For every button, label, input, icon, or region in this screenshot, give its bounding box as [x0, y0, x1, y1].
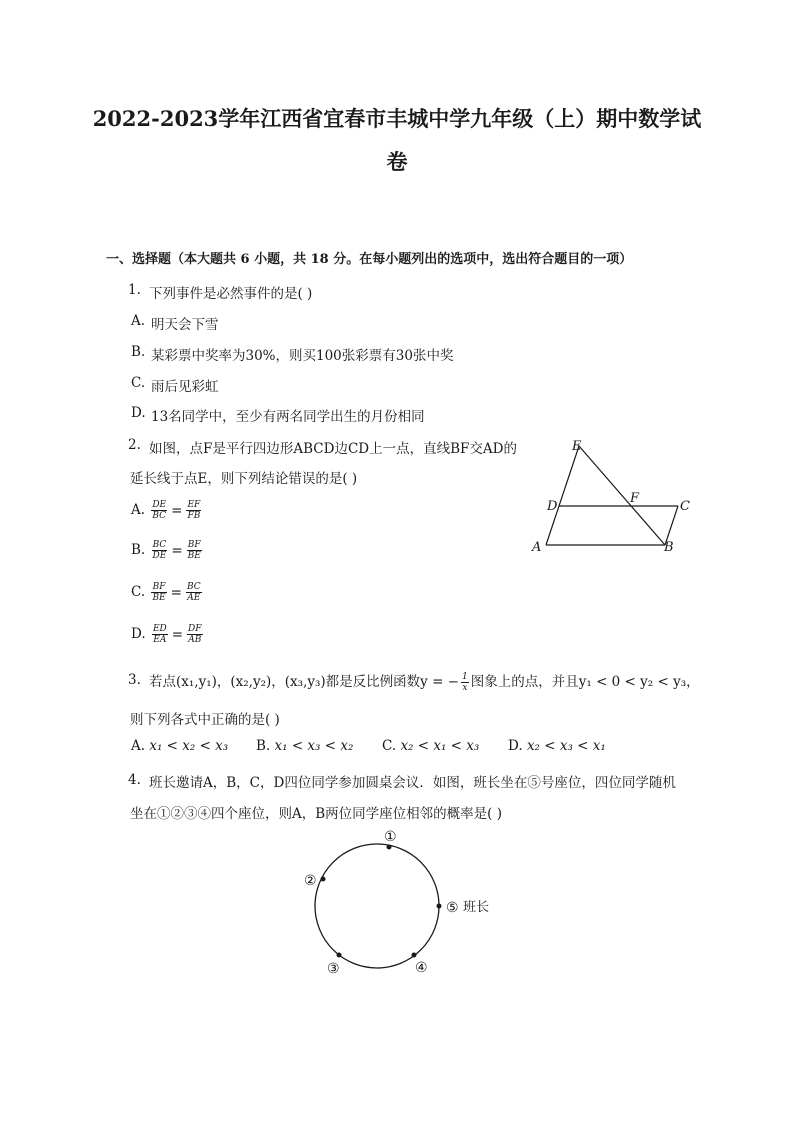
- fraction-denominator: AB: [188, 635, 202, 645]
- seat-label-5: ⑤: [446, 900, 459, 916]
- seat-label-1: ①: [384, 829, 397, 845]
- option-label: D.: [131, 626, 146, 642]
- option-text: x₂ < x₁ < x₃: [400, 738, 480, 754]
- option-text: x₂ < x₃ < x₁: [526, 738, 606, 754]
- option-label: A.: [131, 502, 146, 518]
- label-a: A: [532, 540, 542, 555]
- option-d: 13名同学中，至少有两名同学出生的月份相同: [151, 409, 425, 425]
- page-title: 2022-2023学年江西省宜春市丰城中学九年级（上）期中数学试: [92, 106, 702, 131]
- round-table-figure: [296, 824, 516, 984]
- question-number: 2.: [128, 437, 141, 453]
- question-number: 4.: [128, 772, 141, 788]
- option-label: C.: [131, 584, 146, 600]
- line-ea: [546, 446, 579, 545]
- fraction-numerator: BC: [186, 582, 201, 592]
- seat-dot-1: [387, 845, 392, 850]
- question-stem-part-b: 图象上的点，并且y₁ < 0 < y₂ < y₃，: [470, 674, 700, 690]
- fraction-numerator: DE: [152, 500, 167, 510]
- seat-dot-3: [337, 953, 342, 958]
- option-label: D.: [508, 738, 523, 754]
- label-d: D: [547, 499, 558, 514]
- option-c-label: C.: [131, 375, 146, 391]
- line-eb: [579, 446, 665, 545]
- question-stem-line-2: 坐在①②③④四个座位，则A，B两位同学座位相邻的概率是( ): [130, 806, 502, 822]
- question-stem-line-1: [149, 670, 700, 693]
- option-text: x₁ < x₃ < x₂: [274, 738, 354, 754]
- table-circle: [315, 844, 439, 968]
- option-d: D. $\frac{ED}{EA}$ = $\frac{DF}{AB}$: [131, 624, 202, 645]
- question-stem-line-2: 延长线于点E，则下列结论错误的是( ): [130, 471, 358, 487]
- option-c: [382, 738, 479, 754]
- fraction-numerator: ED: [152, 624, 167, 634]
- label-c: C: [680, 499, 690, 514]
- option-b: B. $\frac{BC}{DE}$ = $\frac{BF}{BE}$: [131, 540, 201, 561]
- question-stem-line-1: 如图，点F是平行四边形ABCD边CD上一点，直线BF交AD的: [149, 441, 517, 457]
- option-c: 雨后见彩虹: [151, 379, 219, 395]
- fraction-denominator: BE: [187, 551, 201, 561]
- fraction-numerator: BF: [187, 540, 201, 550]
- question-number: 3.: [128, 672, 141, 688]
- fraction-numerator: 1: [462, 672, 468, 682]
- option-b: 某彩票中奖率为30%，则买100张彩票有30张中奖: [151, 348, 454, 364]
- section-heading: 一、选择题（本大题共 6 小题，共 18 分。在每小题列出的选项中，选出符合题目的一项）: [106, 252, 633, 267]
- fraction-denominator: BC: [152, 511, 167, 521]
- option-d-label: D.: [131, 405, 146, 421]
- option-label: C.: [382, 738, 397, 754]
- option-a: A. $\frac{DE}{BC}$ = $\frac{EF}{FB}$: [131, 500, 201, 521]
- option-b-label: B.: [131, 344, 146, 360]
- seat-label-2: ②: [304, 873, 317, 889]
- option-a: [131, 738, 228, 754]
- label-f: F: [630, 491, 640, 506]
- seat-dot-2: [321, 877, 326, 882]
- option-b: [256, 738, 353, 754]
- seat-label-4: ④: [415, 960, 428, 976]
- page-title-continued: 卷: [386, 149, 408, 174]
- label-e: E: [572, 439, 582, 454]
- option-d: [508, 738, 606, 754]
- seat-dot-4: [412, 953, 417, 958]
- option-a-label: A.: [131, 313, 146, 329]
- option-label: B.: [256, 738, 271, 754]
- parallelogram-figure: [520, 432, 700, 562]
- option-a: 明天会下雪: [151, 317, 219, 333]
- question-stem: 下列事件是必然事件的是( ): [149, 286, 313, 302]
- fraction-denominator: FB: [187, 511, 201, 521]
- question-stem-line-2: 则下列各式中正确的是( ): [130, 712, 280, 728]
- question-stem-part-a: 若点(x₁,y₁)，(x₂,y₂)，(x₃,y₃)都是反比例函数y = −: [149, 674, 459, 690]
- question-stem-line-1: 班长邀请A，B，C，D四位同学参加圆桌会议．如图，班长坐在⑤号座位，四位同学随机: [149, 775, 676, 791]
- label-b: B: [664, 540, 674, 555]
- fraction-denominator: BE: [152, 593, 166, 603]
- fraction-denominator: DE: [152, 551, 167, 561]
- fraction-denominator: x: [462, 683, 468, 693]
- fraction-numerator: EF: [187, 500, 201, 510]
- monitor-label: 班长: [463, 900, 490, 915]
- fraction-denominator: EA: [153, 635, 167, 645]
- option-text: x₁ < x₂ < x₃: [149, 738, 229, 754]
- option-label: B.: [131, 542, 146, 558]
- seat-dot-5: [437, 904, 442, 909]
- question-number: 1.: [128, 282, 141, 298]
- fraction-numerator: DF: [188, 624, 202, 634]
- option-c: C. $\frac{BF}{BE}$ = $\frac{BC}{AE}$: [131, 582, 201, 603]
- fraction-denominator: AE: [187, 593, 201, 603]
- fraction-numerator: BF: [152, 582, 166, 592]
- fraction-numerator: BC: [152, 540, 167, 550]
- seat-label-3: ③: [327, 961, 340, 977]
- option-label: A.: [131, 738, 146, 754]
